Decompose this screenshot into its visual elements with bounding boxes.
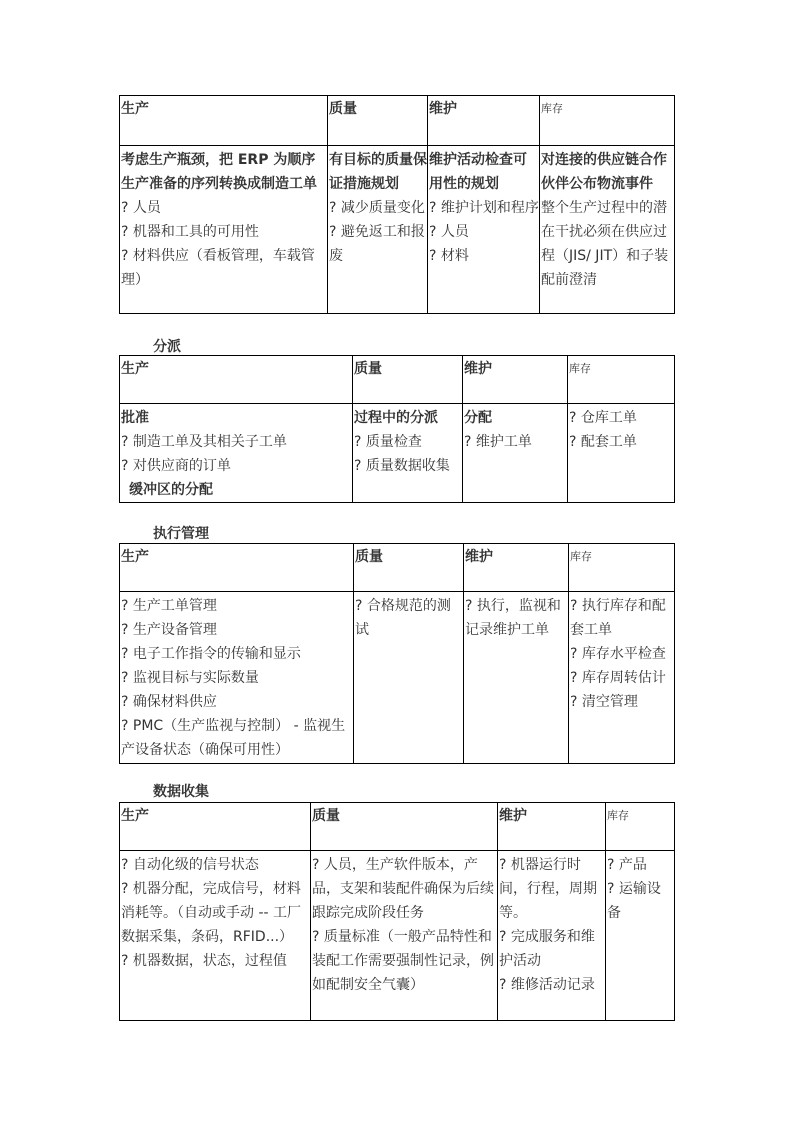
cell-heading: 对连接的供应链合作伙伴公布物流事件 — [541, 152, 667, 192]
cell-quality — [311, 851, 498, 1021]
header-production: 生产 — [120, 96, 328, 146]
header-maintenance: 维护 — [464, 544, 569, 592]
header-maintenance: 维护 — [463, 356, 568, 404]
cell-heading: 批准 — [121, 410, 149, 426]
cell-heading: 有目标的质量保证措施规划 — [329, 152, 427, 192]
cell-line: ? 合格规范的测试 — [355, 598, 451, 638]
cell-inventory — [606, 851, 675, 1021]
cell-line: ? 人员 — [429, 224, 469, 240]
cell-quality — [354, 592, 464, 764]
cell-production — [120, 404, 353, 503]
header-quality: 质量 — [328, 96, 428, 146]
cell-line: ? 执行库存和配套工单 — [570, 598, 666, 638]
table-overview — [119, 95, 675, 314]
cell-line: ? 产品 — [607, 857, 647, 873]
cell-line: 缓冲区的分配 — [129, 482, 213, 498]
header-quality: 质量 — [311, 803, 498, 851]
section-title-dispatch: 分派 — [153, 339, 181, 355]
cell-line: ? 完成服务和维护活动 — [499, 929, 595, 969]
section-title-data-collection: 数据收集 — [153, 784, 209, 800]
cell-line: ? PMC（生产监视与控制） - 监视生产设备状态（确保可用性） — [121, 718, 346, 758]
header-inventory: 库存 — [569, 544, 675, 592]
header-production: 生产 — [120, 356, 353, 404]
cell-line: ? 质量数据收集 — [354, 458, 450, 474]
cell-line: ? 人员 — [121, 200, 161, 216]
cell-maintenance — [463, 404, 568, 503]
cell-maintenance — [464, 592, 569, 764]
cell-line: ? 制造工单及其相关子工单 — [121, 434, 287, 450]
cell-line: ? 维护工单 — [464, 434, 532, 450]
cell-line: ? 人员，生产软件版本，产品，支架和装配件确保为后续跟踪完成阶段任务 — [312, 857, 494, 921]
cell-quality — [353, 404, 463, 503]
section-title-execution: 执行管理 — [153, 526, 209, 542]
cell-heading: 过程中的分派 — [354, 410, 438, 426]
cell-line: ? 监视目标与实际数量 — [121, 670, 259, 686]
cell-inventory — [569, 592, 675, 764]
cell-line: ? 清空管理 — [570, 694, 638, 710]
cell-production — [120, 146, 328, 314]
cell-line: ? 运输设备 — [607, 881, 661, 921]
cell-line: ? 机器数据，状态，过程值 — [121, 953, 287, 969]
cell-line: ? 生产工单管理 — [121, 598, 217, 614]
cell-line: ? 机器和工具的可用性 — [121, 224, 259, 240]
cell-line: ? 自动化级的信号状态 — [121, 857, 259, 873]
cell-heading: 维护活动检查可用性的规划 — [429, 152, 527, 192]
cell-line: ? 仓库工单 — [569, 410, 637, 426]
cell-line: ? 维护计划和程序 — [429, 200, 539, 216]
cell-line: ? 机器分配，完成信号，材料消耗等。（自动或手动 -- 工厂数据采集，条码，RFID...） — [121, 881, 302, 945]
cell-line: ? 材料 — [429, 248, 469, 264]
cell-line: ? 材料供应（看板管理，车载管理） — [121, 248, 315, 288]
cell-line: ? 质量检查 — [354, 434, 422, 450]
cell-line: ? 电子工作指令的传输和显示 — [121, 646, 301, 662]
cell-maintenance — [498, 851, 606, 1021]
cell-maintenance — [428, 146, 540, 314]
cell-line: ? 质量标准（一般产品特性和装配工作需要强制性记录，例如配制安全气囊） — [312, 929, 494, 993]
cell-production — [120, 851, 311, 1021]
cell-line: ? 对供应商的订单 — [121, 458, 231, 474]
cell-production — [120, 592, 354, 764]
cell-line: ? 减少质量变化 — [329, 200, 425, 216]
cell-inventory — [568, 404, 675, 503]
header-production: 生产 — [120, 803, 311, 851]
header-inventory: 库存 — [568, 356, 675, 404]
header-production: 生产 — [120, 544, 354, 592]
cell-inventory — [540, 146, 675, 314]
table-execution — [119, 543, 675, 764]
cell-heading: 考虑生产瓶颈，把 ERP 为顺序生产准备的序列转换成制造工单 — [121, 152, 317, 192]
header-quality: 质量 — [353, 356, 463, 404]
cell-line: ? 确保材料供应 — [121, 694, 217, 710]
cell-line: ? 执行，监视和记录维护工单 — [465, 598, 561, 638]
header-inventory: 库存 — [606, 803, 675, 851]
cell-line: ? 配套工单 — [569, 434, 637, 450]
header-maintenance: 维护 — [498, 803, 606, 851]
header-quality: 质量 — [354, 544, 464, 592]
cell-line: 整个生产过程中的潜在干扰必须在供应过程（JIS/ JIT）和子装配前澄清 — [541, 200, 669, 288]
cell-line: ? 机器运行时间，行程，周期等。 — [499, 857, 597, 921]
cell-line: ? 生产设备管理 — [121, 622, 217, 638]
header-inventory: 库存 — [540, 96, 675, 146]
cell-line: ? 库存水平检查 — [570, 646, 666, 662]
table-dispatch — [119, 355, 675, 503]
table-data-collection — [119, 802, 675, 1021]
cell-line: ? 避免返工和报废 — [329, 224, 425, 264]
cell-line: ? 维修活动记录 — [499, 977, 595, 993]
header-maintenance: 维护 — [428, 96, 540, 146]
cell-quality — [328, 146, 428, 314]
cell-heading: 分配 — [464, 410, 492, 426]
cell-line: ? 库存周转估计 — [570, 670, 666, 686]
